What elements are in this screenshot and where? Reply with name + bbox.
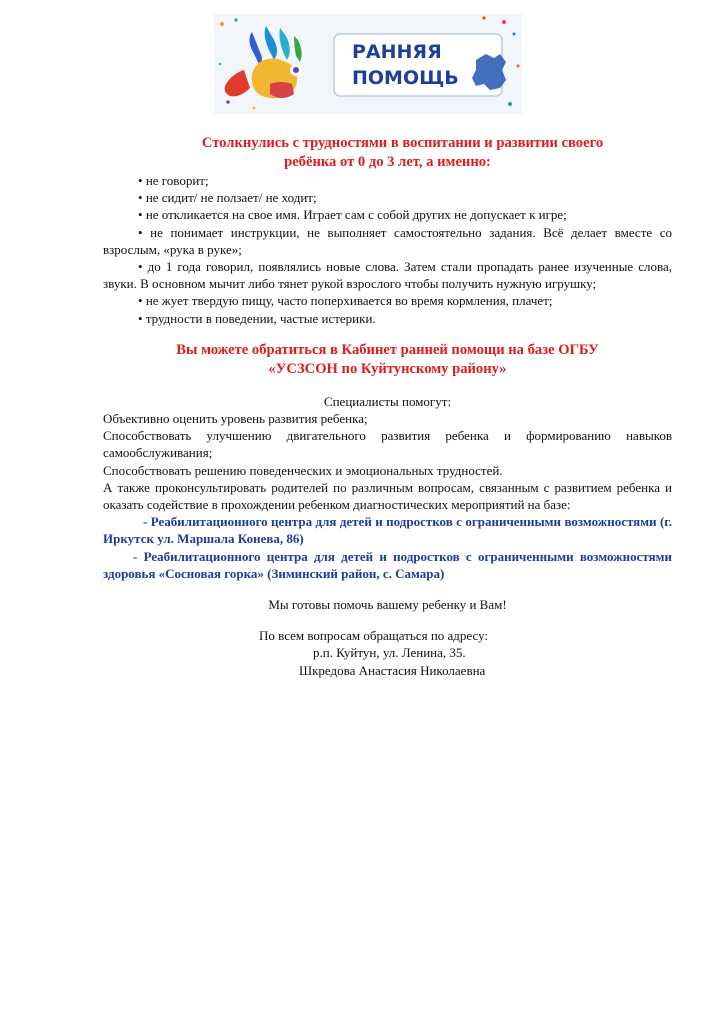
list-item: • не откликается на свое имя. Играет сам с собой других не допускает к игре; [103,206,672,223]
specialists-item: Способствовать решению поведенческих и эмоциональных трудностей. [103,462,503,478]
list-item: • не говорит; [103,172,672,189]
rehab-center-2-text: - Реабилитационного центра для детей и подростков с ограниченными возможностями здоровья «Сосновая горка» (Зиминский район, с. Самара) [103,548,672,581]
banner-line1: РАННЯЯ [352,41,442,63]
specialists-title: Специалисты помогут: [323,393,452,409]
early-help-logo [214,14,522,114]
specialists-item: А также проконсультировать родителей по различным вопросам, связанным с развитием ребенка и оказать содействие в прохождении ребенком диагностических мероприятий на базе: [103,479,672,513]
closing-line: Мы готовы помочь вашему ребенку и Вам! [268,597,507,613]
contact-person: Шкредова Анастасия Николаевна [299,662,486,678]
difficulty-list [103,172,672,327]
banner-line2: ПОМОЩЬ [352,67,459,89]
contact-heading-line2: «УСЗСОН по Куйтунскому району» [268,360,507,377]
list-item: • трудности в поведении, частые истерики. [103,310,672,327]
specialists-item: Способствовать улучшению двигательного развития ребенка и формированию навыков самообслуживания; [103,428,672,461]
specialists-item: Объективно оценить уровень развития ребенка; [103,411,368,427]
contact-heading-line1: Вы можете обратиться в Кабинет ранней помощи на базе ОГБУ [176,341,599,358]
list-item: • не сидит/ не ползает/ не ходит; [103,189,672,206]
rehab-center-1-text: - Реабилитационного центра для детей и подростков с ограниченными возможностями (г. Иркутск ул. Маршала Конева, 86) [103,514,672,547]
contact-block [103,627,672,679]
list-item: • не жует твердую пищу, часто поперхивается во время кормления, плачет; [103,292,672,309]
rehab-center-2 [103,548,672,582]
list-item: • не понимает инструкции, не выполняет самостоятельно задания. Всё делает вместе со взрослым, «рука в руке»; [103,224,672,258]
list-item: • до 1 года говорил, появлялись новые слова. Затем стали пропадать ранее изученные слова, звуки. В основном мычит либо тянет рукой взрослого чтобы получить нужную игрушку; [103,258,672,292]
contact-heading [103,341,672,379]
document-body [103,134,672,679]
contact-address: р.п. Куйтун, ул. Ленина, 35. [313,645,466,661]
intro-heading-line2: ребёнка от 0 до 3 лет, а именно: [284,154,491,170]
region-map-icon [472,54,506,90]
contact-intro: По всем вопросам обращаться по адресу: [259,628,489,644]
intro-heading-line1: Столкнулись с трудностями в воспитании и развитии своего [201,135,604,151]
rehab-center-1 [103,513,672,547]
intro-heading [103,134,672,172]
